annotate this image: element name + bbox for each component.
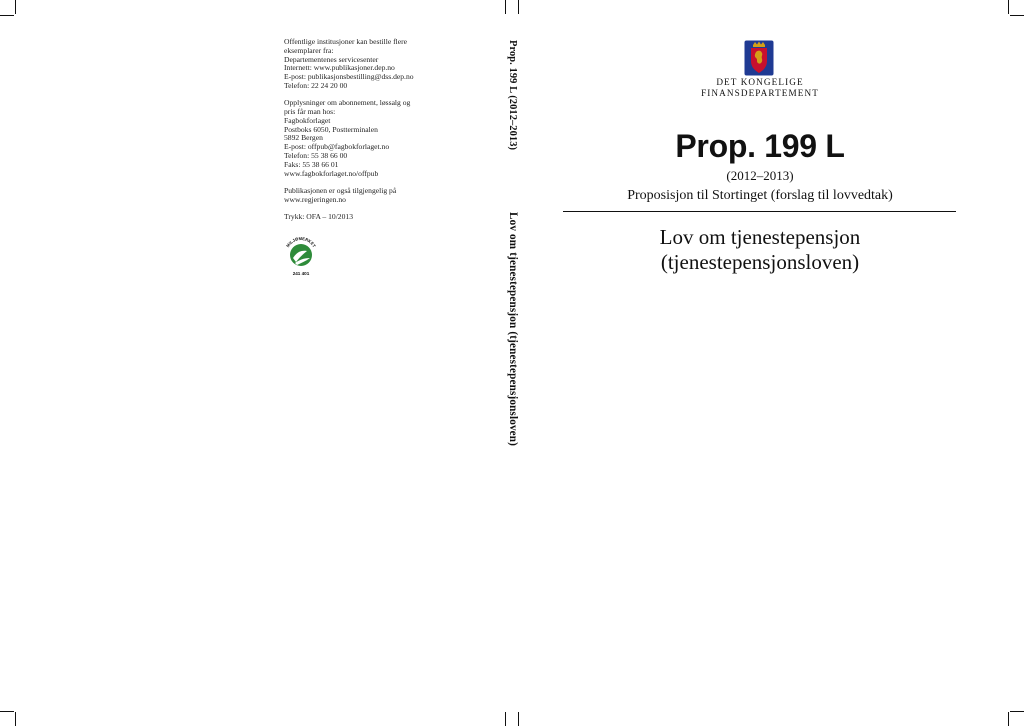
info-line: Opplysninger om abonnement, løssalg og: [284, 98, 411, 108]
back-cover-info: [284, 38, 484, 230]
info-line: Departementenes servicesenter: [284, 54, 379, 64]
print-line: Trykk: OFA – 10/2013: [284, 212, 353, 222]
law-title: [560, 225, 960, 275]
department-line: DET KONGELIGE: [716, 77, 804, 87]
info-line: Faks: 55 38 66 01: [284, 159, 339, 169]
law-title-line: Lov om tjenestepensjon: [659, 225, 861, 249]
crop-mark-bottom-right-v: [1008, 712, 1009, 726]
crop-mark-bottom-left-v: [15, 712, 16, 726]
info-line: Fagbokforlaget: [284, 115, 331, 125]
info-line: pris får man hos:: [284, 107, 336, 117]
session-years: (2012–2013): [726, 168, 794, 183]
crop-mark-bottom-spine-right: [518, 712, 519, 726]
online-info: [284, 187, 484, 205]
info-line: Postboks 6050, Postterminalen: [284, 124, 378, 134]
title-divider: [563, 211, 956, 212]
info-line: E-post: publikasjonsbestilling@dss.dep.no: [284, 72, 414, 82]
ordering-info: [284, 38, 484, 91]
eco-label-number: 241 401: [292, 271, 310, 276]
spine-law-title: Lov om tjenestepensjon (tjenestepensjonsloven): [507, 212, 519, 447]
info-line: Publikasjonen er også tilgjengelig på: [284, 185, 397, 195]
norwegian-lion-crest-icon: [744, 40, 774, 76]
crop-mark-bottom-right-h: [1010, 711, 1024, 712]
crop-mark-top-right-h: [1010, 15, 1024, 16]
info-line: 5892 Bergen: [284, 133, 323, 143]
info-line: E-post: offpub@fagbokforlaget.no: [284, 142, 390, 152]
proposition-title: Prop. 199 L: [675, 128, 845, 164]
crop-mark-bottom-left-h: [0, 711, 14, 712]
print-info: [284, 213, 484, 222]
department-line: FINANSDEPARTEMENT: [701, 87, 819, 98]
info-line: Telefon: 22 24 20 00: [284, 80, 348, 90]
crop-mark-bottom-spine-left: [505, 712, 506, 726]
eco-label-arc-text: MILJØMERKET: [285, 236, 317, 249]
crop-mark-top-right-v: [1008, 0, 1009, 14]
info-line: www.fagbokforlaget.no/offpub: [284, 168, 379, 178]
crop-mark-top-spine-right: [518, 0, 519, 14]
crop-mark-top-left-h: [0, 15, 14, 16]
info-line: www.regjeringen.no: [284, 194, 346, 204]
info-line: Offentlige institusjoner kan bestille flere: [284, 37, 408, 46]
law-title-line: (tjenestepensjonsloven): [660, 250, 860, 274]
info-line: Telefon: 55 38 66 00: [284, 151, 348, 161]
spine-title: Prop. 199 L (2012–2013): [507, 40, 518, 151]
subscription-info: [284, 99, 484, 178]
department-name: [660, 77, 860, 98]
crop-mark-top-left-v: [15, 0, 16, 14]
proposition-subtitle: Proposisjon til Stortinget (forslag til lovvedtak): [627, 188, 893, 203]
info-line: eksemplarer fra:: [284, 45, 334, 55]
info-line: Internett: www.publikasjoner.dep.no: [284, 63, 395, 73]
swan-ecolabel-icon: [283, 236, 319, 280]
crop-mark-top-spine-left: [505, 0, 506, 14]
